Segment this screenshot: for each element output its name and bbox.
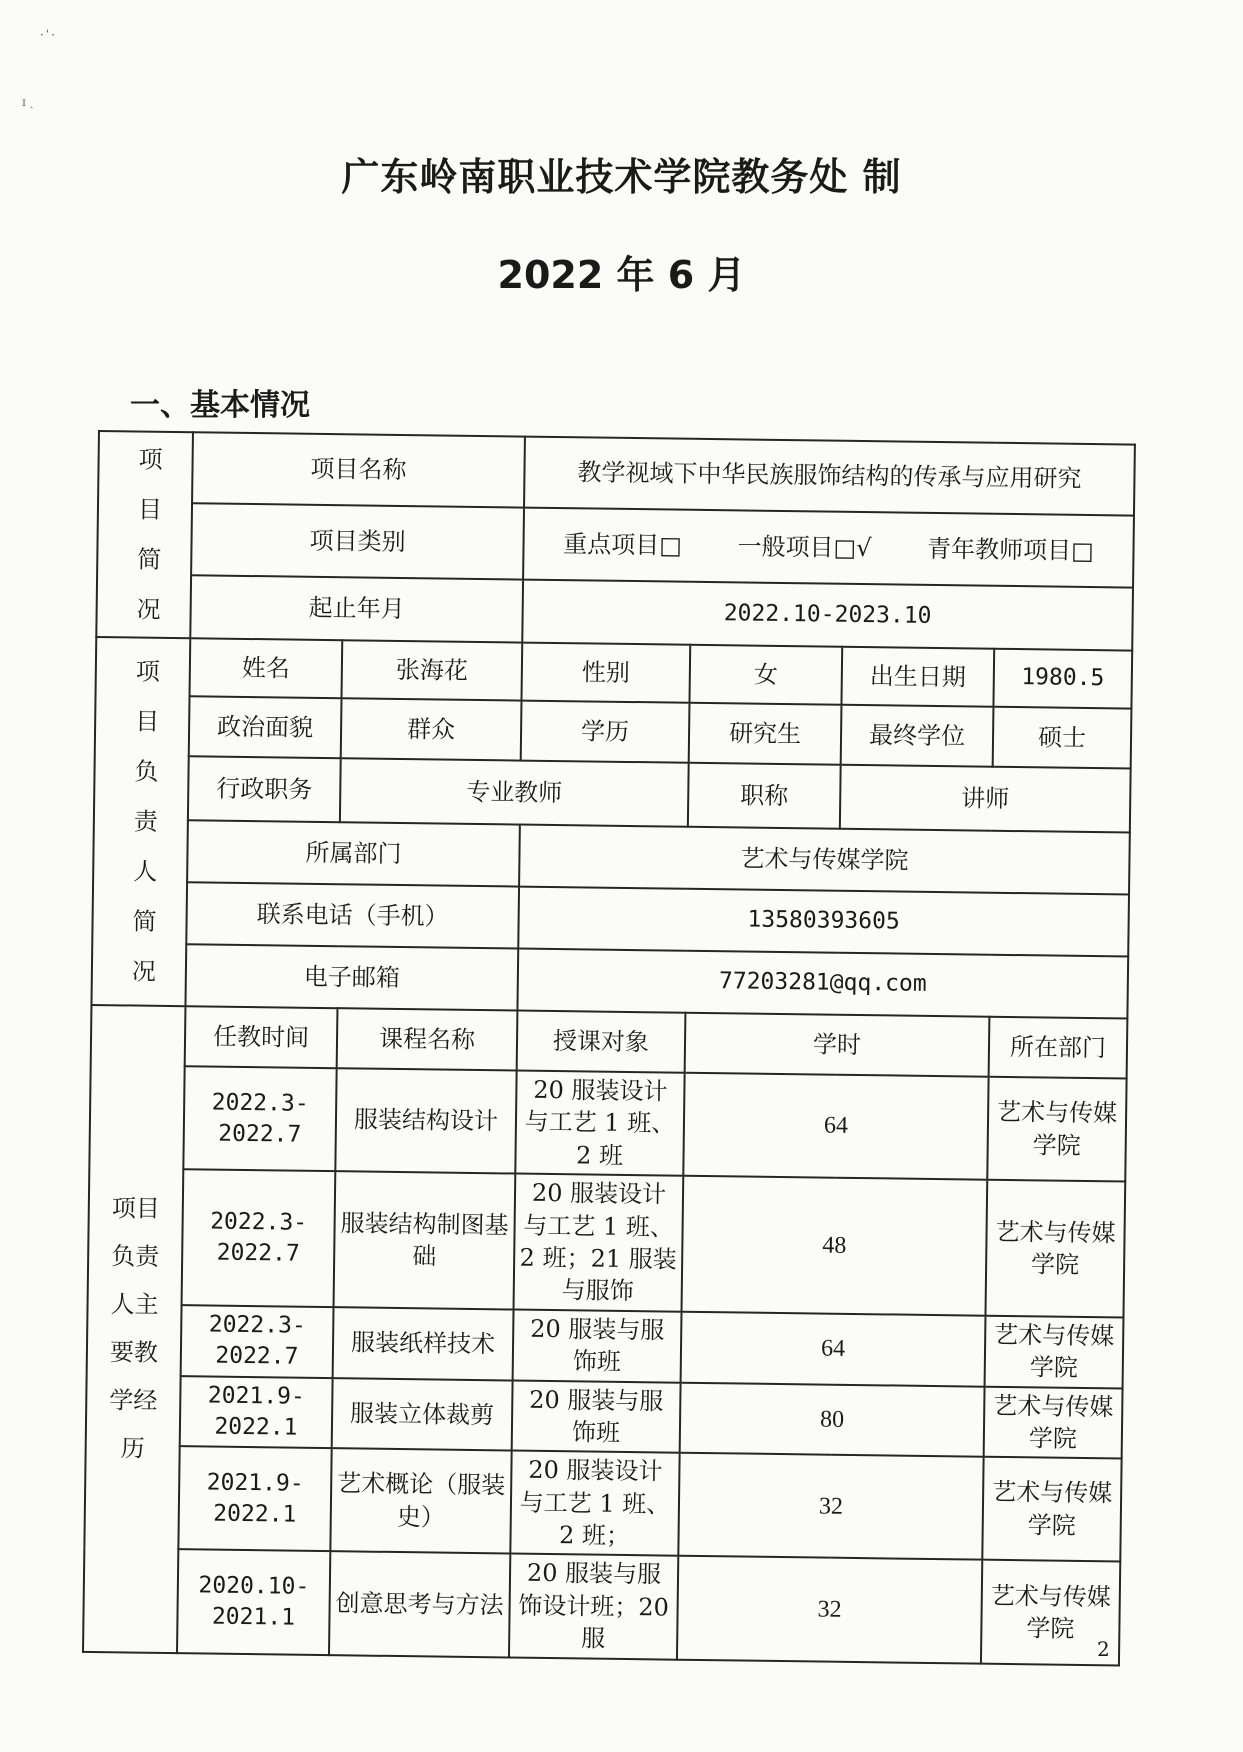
teaching-group-cell [83, 1005, 185, 1653]
teaching-dept: 艺术与传媒学院 [985, 1315, 1124, 1388]
leader-dept-value: 艺术与传媒学院 [519, 825, 1130, 895]
type-option-young: 青年教师项目□ [926, 534, 1094, 565]
project-name-row [98, 431, 1135, 516]
teaching-header-time: 任教时间 [185, 1006, 338, 1068]
leader-post-value: 专业教师 [340, 758, 689, 827]
teaching-hours: 48 [682, 1176, 988, 1316]
scan-specks: ɪ ˎ [22, 95, 34, 109]
project-type-row [97, 502, 1134, 587]
leader-gender-value: 女 [689, 645, 842, 705]
teaching-target: 20 服装设计与工艺 1 班、2 班；21 服装与服饰 [514, 1174, 684, 1312]
leader-group-label: 项目负责人简况 [131, 657, 161, 986]
leader-education-label: 学历 [521, 701, 690, 763]
teaching-hours: 32 [678, 1453, 983, 1560]
table-row [89, 1065, 1126, 1182]
teaching-target: 20 服装与服饰班 [512, 1380, 681, 1453]
table-row [83, 1548, 1120, 1665]
leader-birth-label: 出生日期 [841, 647, 994, 707]
teaching-header-course: 课程名称 [337, 1008, 518, 1070]
teaching-course: 服装结构设计 [335, 1068, 516, 1174]
teaching-dept: 艺术与传媒学院 [987, 1077, 1126, 1182]
leader-birth-value: 1980.5 [993, 649, 1132, 709]
teaching-header-target: 授课对象 [517, 1011, 686, 1073]
leader-dept-label: 所属部门 [187, 820, 520, 886]
scan-specks: ·ˈ· [40, 28, 57, 42]
info-form [82, 430, 1134, 1653]
leader-email-value: 77203281@qq.com [517, 949, 1128, 1019]
leader-post-label: 行政职务 [188, 756, 341, 822]
leader-group-cell [91, 637, 190, 1006]
leader-phone-value: 13580393605 [518, 887, 1129, 957]
info-table [82, 430, 1136, 1666]
leader-gender-label: 性别 [521, 643, 690, 703]
teaching-course: 服装纸样技术 [333, 1307, 514, 1380]
type-option-general: 一般项目□√ [737, 532, 872, 562]
teaching-time: 2022.3-2022.7 [182, 1169, 336, 1307]
teaching-time: 2021.9-2022.1 [180, 1376, 333, 1449]
teaching-target: 20 服装与服饰设计班；20 服 [509, 1554, 678, 1659]
project-group-label: 项目简况 [136, 445, 163, 624]
teaching-dept: 艺术与传媒学院 [982, 1457, 1121, 1562]
teaching-time: 2022.3-2022.7 [181, 1305, 334, 1378]
table-row [86, 1374, 1123, 1458]
teaching-time: 2022.3-2022.7 [183, 1066, 336, 1171]
teaching-hours: 64 [681, 1311, 986, 1386]
teaching-course: 艺术概论（服装史） [330, 1448, 511, 1554]
teaching-time: 2020.10-2021.1 [177, 1550, 330, 1655]
project-name-value: 教学视域下中华民族服饰结构的传承与应用研究 [524, 437, 1135, 516]
teaching-hours: 32 [677, 1556, 982, 1663]
table-row [88, 1168, 1126, 1317]
type-option-key: 重点项目□ [563, 529, 683, 560]
project-type-options [523, 508, 1134, 587]
teaching-dept: 艺术与传媒学院 [984, 1386, 1123, 1459]
table-row [87, 1304, 1124, 1388]
project-name-label: 项目名称 [192, 432, 525, 508]
teaching-target: 20 服装与服饰班 [513, 1309, 682, 1382]
leader-politics-value: 群众 [341, 698, 522, 760]
leader-education-value: 研究生 [689, 703, 842, 765]
teaching-hours: 64 [683, 1073, 988, 1180]
project-type-label: 项目类别 [191, 504, 524, 580]
leader-phone-label: 联系电话（手机） [186, 882, 519, 948]
teaching-header-hours: 学时 [685, 1013, 990, 1077]
teaching-course: 创意思考与方法 [329, 1552, 510, 1658]
leader-email-label: 电子邮箱 [185, 944, 518, 1010]
org-title: 广东岭南职业技术学院教务处 制 [341, 155, 902, 199]
teaching-dept: 艺术与传媒学院 [985, 1180, 1125, 1317]
project-group-cell [96, 431, 193, 638]
leader-title-label: 职称 [688, 763, 841, 829]
leader-politics-label: 政治面貌 [189, 696, 342, 758]
teaching-target: 20 服装设计与工艺 1 班、2 班； [510, 1451, 679, 1556]
date-title: 2022 年 6 月 [497, 253, 746, 297]
section-heading: 一、基本情况 [130, 388, 310, 423]
teaching-dept: 艺术与传媒学院 [981, 1560, 1120, 1665]
teaching-course: 服装结构制图基础 [334, 1171, 516, 1309]
teaching-hours: 80 [680, 1382, 985, 1457]
leader-title-value: 讲师 [840, 765, 1131, 833]
project-period-value: 2022.10-2023.10 [522, 579, 1133, 650]
teaching-target: 20 服装设计与工艺 1 班、2 班 [515, 1071, 684, 1176]
leader-degree-value: 硕士 [993, 707, 1132, 769]
project-period-label: 起止年月 [190, 575, 523, 643]
leader-name-value: 张海花 [342, 640, 523, 700]
teaching-time: 2021.9-2022.1 [178, 1446, 331, 1551]
table-row [84, 1445, 1121, 1562]
leader-name-label: 姓名 [190, 638, 343, 698]
teaching-header-dept: 所在部门 [989, 1017, 1128, 1079]
teaching-course: 服装立体裁剪 [332, 1378, 513, 1451]
page-number: 2 [1097, 1637, 1110, 1661]
leader-degree-label: 最终学位 [841, 705, 994, 767]
teaching-group-label: 项目负责人主要教学经历 [109, 1194, 160, 1464]
